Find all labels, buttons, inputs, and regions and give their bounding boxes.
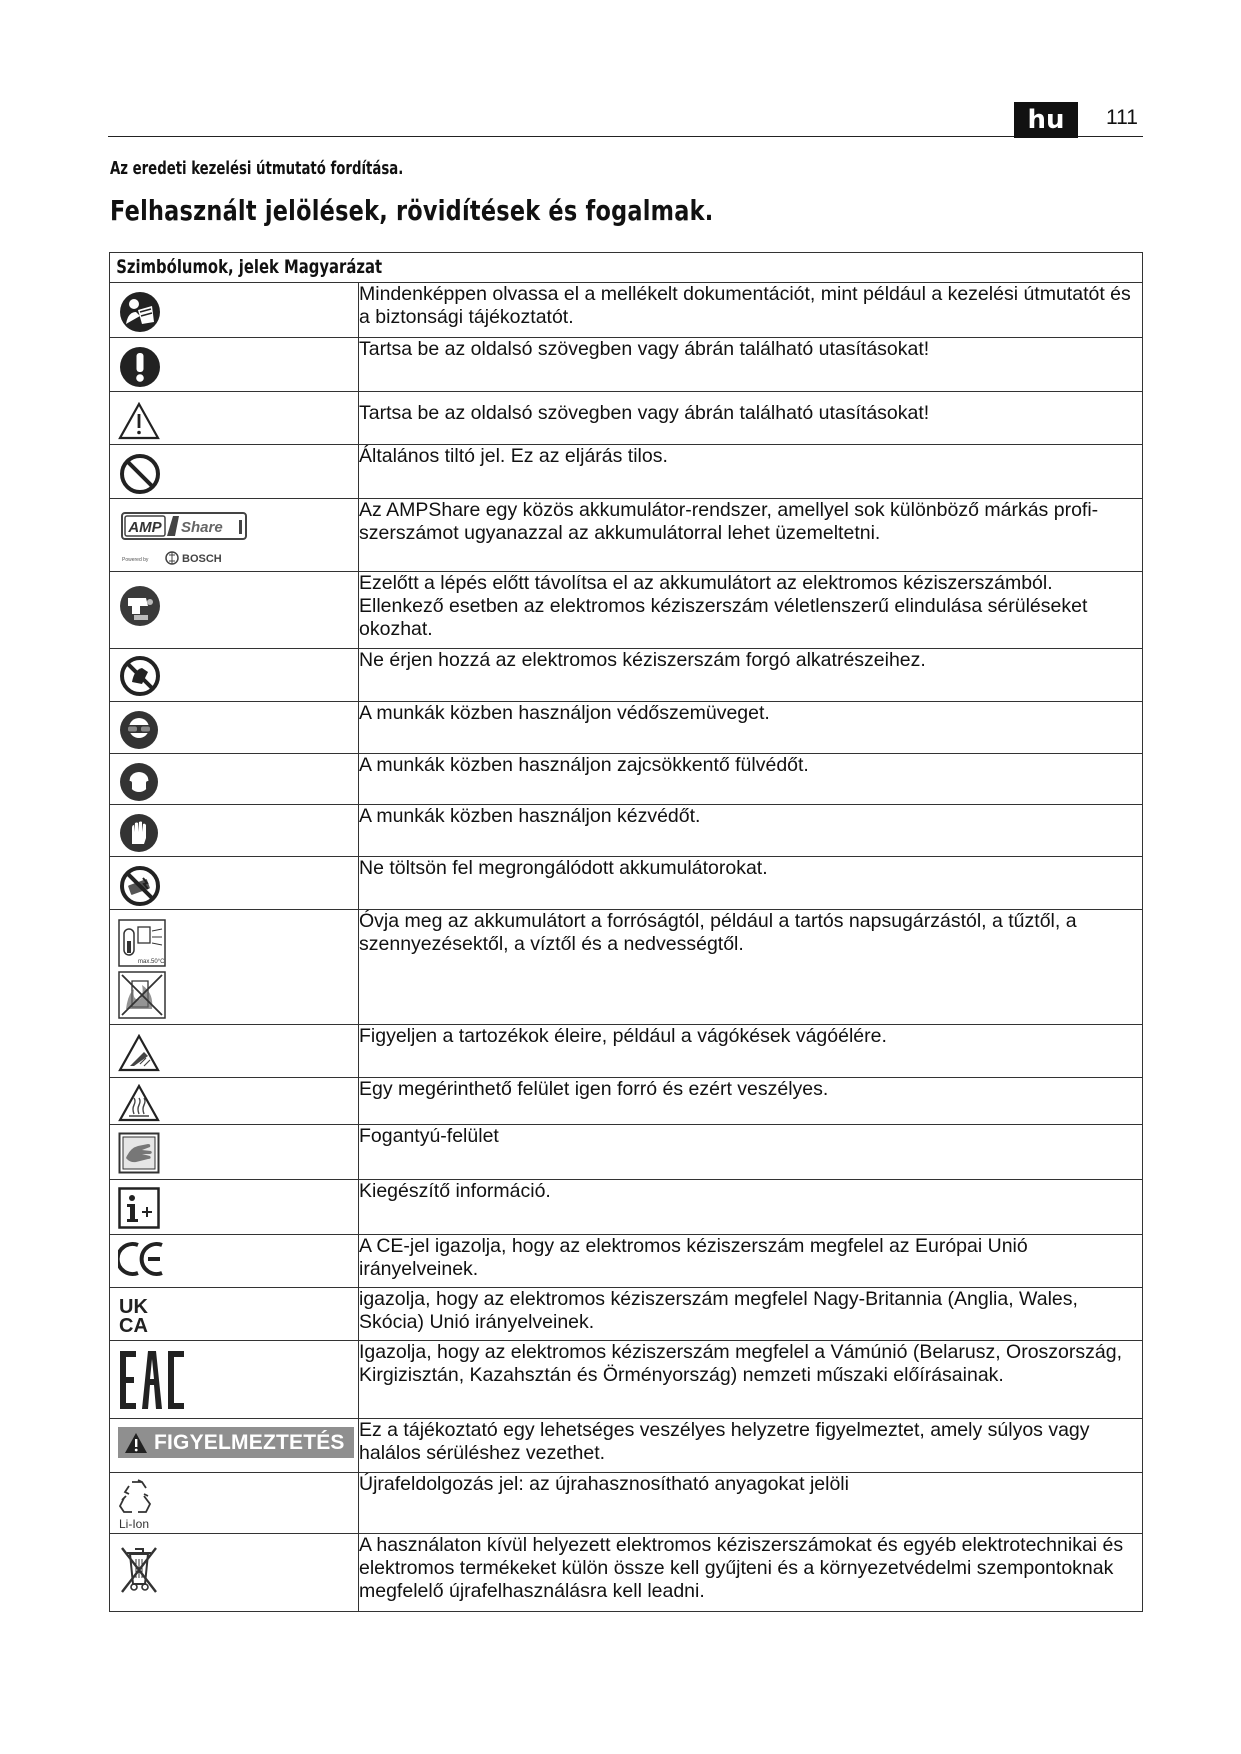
uk-text: UK bbox=[119, 1296, 148, 1318]
table-row bbox=[110, 1419, 1143, 1473]
table-row bbox=[110, 1534, 1143, 1612]
table-row bbox=[110, 1288, 1143, 1341]
table-row bbox=[110, 1078, 1143, 1125]
table-row bbox=[110, 1341, 1143, 1419]
row-text: A munkák közben használjon kézvédőt. bbox=[359, 805, 1143, 857]
battery-heat-water-icon bbox=[118, 919, 166, 1019]
symbols-table bbox=[109, 252, 1143, 1612]
table-row bbox=[110, 445, 1143, 499]
table-row bbox=[110, 1125, 1143, 1180]
row-text: Ez a tájékoztató egy lehetséges veszélyes helyzetre figyelmeztet, amely súlyos vagy halálos sérüléshez vezethet. bbox=[359, 1419, 1143, 1473]
row-text: igazolja, hogy az elektromos kéziszerszám megfelel Nagy-Britannia (Anglia, Wales, Skócia) Unió irányelveinek. bbox=[359, 1288, 1143, 1341]
info-icon bbox=[118, 1187, 160, 1229]
gloves-icon bbox=[118, 812, 160, 854]
row-text: Óvja meg az akkumulátort a forróságtól, például a tartós napsugárzástól, a tűztől, a szennyezésektől, a víztől és a nedvességtől. bbox=[359, 910, 1143, 1025]
warning-label-text: FIGYELMEZTETÉS bbox=[154, 1430, 345, 1454]
section-title: Felhasznált jelölések, rövidítések és fogalmak. bbox=[110, 194, 714, 227]
row-text: Kiegészítő információ. bbox=[359, 1180, 1143, 1235]
table-row bbox=[110, 392, 1143, 445]
table-row bbox=[110, 649, 1143, 702]
table-row bbox=[110, 702, 1143, 754]
ca-text: CA bbox=[119, 1315, 148, 1335]
prohibition-icon bbox=[118, 452, 162, 496]
table-row bbox=[110, 338, 1143, 392]
warning-label-icon bbox=[118, 1427, 354, 1458]
recycling-icon bbox=[118, 1478, 162, 1530]
language-badge: hu bbox=[1014, 102, 1078, 138]
row-text: Egy megérinthető felület igen forró és ezért veszélyes. bbox=[359, 1078, 1143, 1125]
row-text: A munkák közben használjon zajcsökkentő fülvédőt. bbox=[359, 754, 1143, 805]
table-row bbox=[110, 857, 1143, 910]
ampshare-logo-icon bbox=[121, 511, 253, 567]
warning-triangle-icon bbox=[118, 402, 160, 440]
share-text: Share bbox=[181, 519, 223, 536]
row-text: A CE-jel igazolja, hogy az elektromos kéziszerszám megfelel az Európai Unió irányelveinek. bbox=[359, 1235, 1143, 1288]
powered-by-text: Powered by bbox=[122, 557, 149, 563]
eac-mark-icon bbox=[118, 1349, 190, 1411]
table-row bbox=[110, 910, 1143, 1025]
row-text: Igazolja, hogy az elektromos kéziszerszám megfelel a Vámúnió (Belarusz, Oroszország, Kirgizisztán, Kazahsztán és Örményország) nemzeti műszaki előírásainak. bbox=[359, 1341, 1143, 1419]
table-header: Szimbólumok, jelek Magyarázat bbox=[116, 256, 383, 278]
table-row bbox=[110, 754, 1143, 805]
no-touch-rotating-icon bbox=[118, 654, 162, 698]
remove-battery-icon bbox=[118, 584, 162, 628]
ear-protection-icon bbox=[118, 761, 160, 803]
no-charge-damaged-battery-icon bbox=[118, 864, 162, 908]
ce-mark-icon bbox=[118, 1239, 166, 1279]
safety-goggles-icon bbox=[118, 709, 160, 751]
table-row bbox=[110, 1180, 1143, 1235]
row-text: Mindenképpen olvassa el a mellékelt dokumentációt, mint például a kezelési útmutatót és a biztonsági tájékoztatót. bbox=[359, 283, 1143, 338]
temp-label: max.50°C bbox=[138, 959, 165, 965]
table-header-row bbox=[110, 253, 1143, 283]
hot-surface-icon bbox=[118, 1084, 160, 1122]
table-row bbox=[110, 1025, 1143, 1078]
weee-bin-icon bbox=[118, 1544, 160, 1594]
row-text: Tartsa be az oldalsó szövegben vagy ábrán található utasításokat! bbox=[359, 338, 1143, 392]
row-text: Tartsa be az oldalsó szövegben vagy ábrán található utasításokat! bbox=[359, 392, 1143, 445]
row-text: Ne érjen hozzá az elektromos kéziszerszám forgó alkatrészeihez. bbox=[359, 649, 1143, 702]
row-text: Újrafeldolgozás jel: az újrahasznosítható anyagokat jelöli bbox=[359, 1473, 1143, 1534]
row-text: Általános tiltó jel. Ez az eljárás tilos. bbox=[359, 445, 1143, 499]
row-text: A munkák közben használjon védőszemüveget. bbox=[359, 702, 1143, 754]
ukca-mark-icon bbox=[118, 1295, 158, 1335]
row-text: Figyeljen a tartozékok éleire, például a vágókések vágóélére. bbox=[359, 1025, 1143, 1078]
row-text: Ne töltsön fel megrongálódott akkumulátorokat. bbox=[359, 857, 1143, 910]
table-row bbox=[110, 499, 1143, 572]
bosch-text: BOSCH bbox=[182, 553, 222, 565]
read-manual-icon bbox=[118, 290, 162, 334]
header-rule bbox=[108, 136, 1143, 137]
amp-text: AMP bbox=[128, 519, 162, 536]
table-row bbox=[110, 805, 1143, 857]
table-row bbox=[110, 283, 1143, 338]
mandatory-exclamation-icon bbox=[118, 345, 162, 389]
row-text: Az AMPShare egy közös akkumulátor-rendszer, amellyel sok különböző márkás profi-szerszámot ugyanazzal az akkumulátorral lehet üzemeltetni. bbox=[359, 499, 1143, 572]
grip-surface-icon bbox=[118, 1132, 160, 1174]
row-text: Ezelőtt a lépés előtt távolítsa el az akkumulátort az elektromos kéziszerszámból. Ellenkező esetben az elektromos kéziszerszám véletlenszerű elindulása sérüléseket okozhat. bbox=[359, 572, 1143, 649]
table-row bbox=[110, 1235, 1143, 1288]
table-row bbox=[110, 572, 1143, 649]
row-text: A használaton kívül helyezett elektromos kéziszerszámokat és egyéb elektrotechnikai és elektromos termékeket külön össze kell gyűjteni és a környezetvédelmi szempontoknak megfelelő újrafelhasználásra kell leadni. bbox=[359, 1534, 1143, 1612]
page-number: 111 bbox=[1106, 106, 1138, 129]
row-text: Fogantyú-felület bbox=[359, 1125, 1143, 1180]
sharp-edges-icon bbox=[118, 1034, 160, 1072]
document-subtitle: Az eredeti kezelési útmutató fordítása. bbox=[110, 158, 404, 179]
li-ion-text: Li-Ion bbox=[119, 1517, 150, 1530]
table-row bbox=[110, 1473, 1143, 1534]
